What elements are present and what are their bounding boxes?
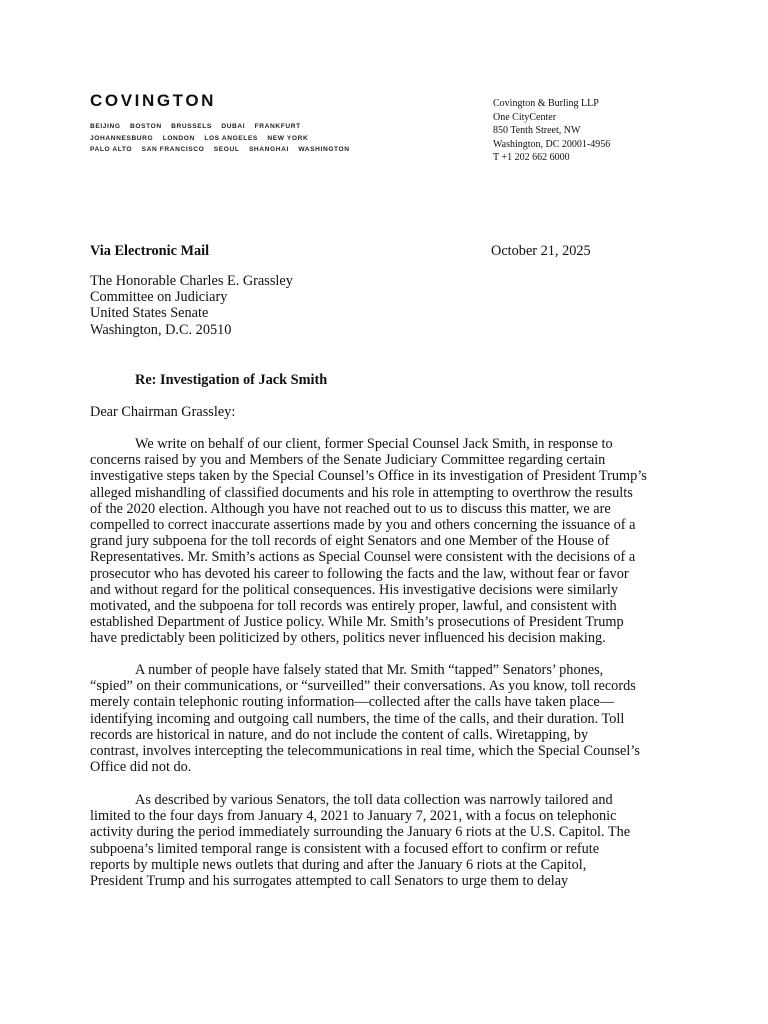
- letter-date: October 21, 2025: [491, 243, 591, 259]
- text-line: We write on behalf of our client, former Special Counsel Jack Smith, in response to: [135, 436, 613, 452]
- address-line: Covington & Burling LLP: [493, 98, 599, 109]
- address-line: 850 Tenth Street, NW: [493, 125, 581, 137]
- firm-address: [493, 97, 610, 165]
- recipient-line: The Honorable Charles E. Grassley: [90, 273, 293, 289]
- office-name: PALO ALTO: [90, 146, 133, 154]
- text-line: grand jury subpoena for the toll records of eight Senators and one Member of the House of: [90, 533, 610, 550]
- phone-line: T +1 202 662 6000: [493, 152, 570, 164]
- recipient-line: Washington, D.C. 20510: [90, 321, 232, 338]
- address-line: Washington, DC 20001-4956: [493, 138, 611, 150]
- office-name: LOS ANGELES: [204, 134, 258, 142]
- text-line: A number of people have falsely stated that Mr. Smith “tapped” Senators’ phones,: [135, 662, 604, 678]
- text-line: contrast, involves intercepting the telecommunications in real time, which the Special Counsel’s: [90, 743, 640, 760]
- body-paragraph-2: [90, 662, 680, 775]
- body-paragraph-3: [90, 792, 680, 889]
- office-name: BRUSSELS: [171, 123, 212, 130]
- text-line: merely contain telephonic routing information—collected after the calls have taken place—: [90, 694, 615, 711]
- text-line: concerns raised by you and Members of the Senate Judiciary Committee regarding certain: [90, 452, 606, 469]
- text-line: established Department of Justice policy. While Mr. Smith’s prosecutions of President Trump: [90, 614, 624, 631]
- delivery-method: Via Electronic Mail: [90, 243, 210, 259]
- office-row: [90, 121, 357, 133]
- text-line: alleged mishandling of classified documents and his role in attempting to overthrow the results: [90, 484, 633, 501]
- text-line: records are historical in nature, and do not include the content of calls. Wiretapping, by: [90, 726, 589, 743]
- recipient-block: [90, 273, 293, 338]
- salutation: Dear Chairman Grassley:: [90, 404, 236, 420]
- office-name: DUBAI: [221, 123, 246, 130]
- text-line: prosecutor who has devoted his career to following the facts and the law, without fear or favor: [90, 565, 629, 582]
- text-line: As described by various Senators, the toll data collection was narrowly tailored and: [135, 792, 613, 808]
- office-row: [90, 133, 357, 145]
- subject-line: Re: Investigation of Jack Smith: [135, 372, 328, 388]
- text-line: compelled to correct inaccurate assertions made by you and others concerning the issuance of a: [90, 517, 636, 534]
- text-line: Office did not do.: [90, 759, 192, 776]
- text-line: have predictably been politicized by others, politics never influenced his decision making.: [90, 630, 606, 647]
- text-line: identifying incoming and outgoing call numbers, the time of the calls, and their duration. Toll: [90, 710, 625, 727]
- text-line: of the 2020 election. Although you have not reached out to us to discuss this matter, we are: [90, 500, 611, 517]
- office-locations: [90, 121, 357, 156]
- office-name: BOSTON: [130, 123, 162, 130]
- text-line: “spied” on their communications, or “surveilled” their conversations. As you know, toll records: [90, 678, 636, 695]
- text-line: activity during the period immediately surrounding the January 6 riots at the U.S. Capitol. The: [90, 824, 631, 841]
- firm-logo: COVINGTON: [90, 91, 217, 110]
- text-line: investigative steps taken by the Special Counsel’s Office in its investigation of President Trump’s: [90, 468, 647, 485]
- office-name: WASHINGTON: [298, 146, 350, 154]
- text-line: reports by multiple news outlets that during and after the January 6 riots at the Capitol,: [90, 856, 587, 873]
- text-line: motivated, and the subpoena for toll records was entirely proper, lawful, and consistent with: [90, 598, 617, 615]
- office-name: SHANGHAI: [248, 146, 289, 154]
- text-line: limited to the four days from January 4, 2021 to January 7, 2021, with a focus on telephonic: [90, 808, 617, 825]
- office-name: FRANKFURT: [254, 123, 301, 130]
- body-paragraph-1: [90, 436, 680, 647]
- office-name: BEIJING: [90, 123, 121, 130]
- office-name: JOHANNESBURG: [90, 134, 154, 142]
- text-line: Representatives. Mr. Smith’s actions as Special Counsel were consistent with the decisions of a: [90, 549, 636, 566]
- office-name: SAN FRANCISCO: [141, 146, 205, 154]
- text-line: and without regard for the political consequences. His investigative decisions were similarly: [90, 581, 619, 598]
- office-name: SEOUL: [213, 146, 240, 154]
- recipient-line: United States Senate: [90, 305, 209, 322]
- office-row: [90, 144, 357, 156]
- office-name: LONDON: [162, 134, 195, 142]
- recipient-line: Committee on Judiciary: [90, 289, 228, 306]
- office-name: NEW YORK: [267, 134, 309, 142]
- text-line: subpoena’s limited temporal range is consistent with a focused effort to confirm or refute: [90, 840, 600, 857]
- address-line: One CityCenter: [493, 111, 557, 123]
- text-line: President Trump and his surrogates attempted to call Senators to urge them to delay: [90, 873, 569, 890]
